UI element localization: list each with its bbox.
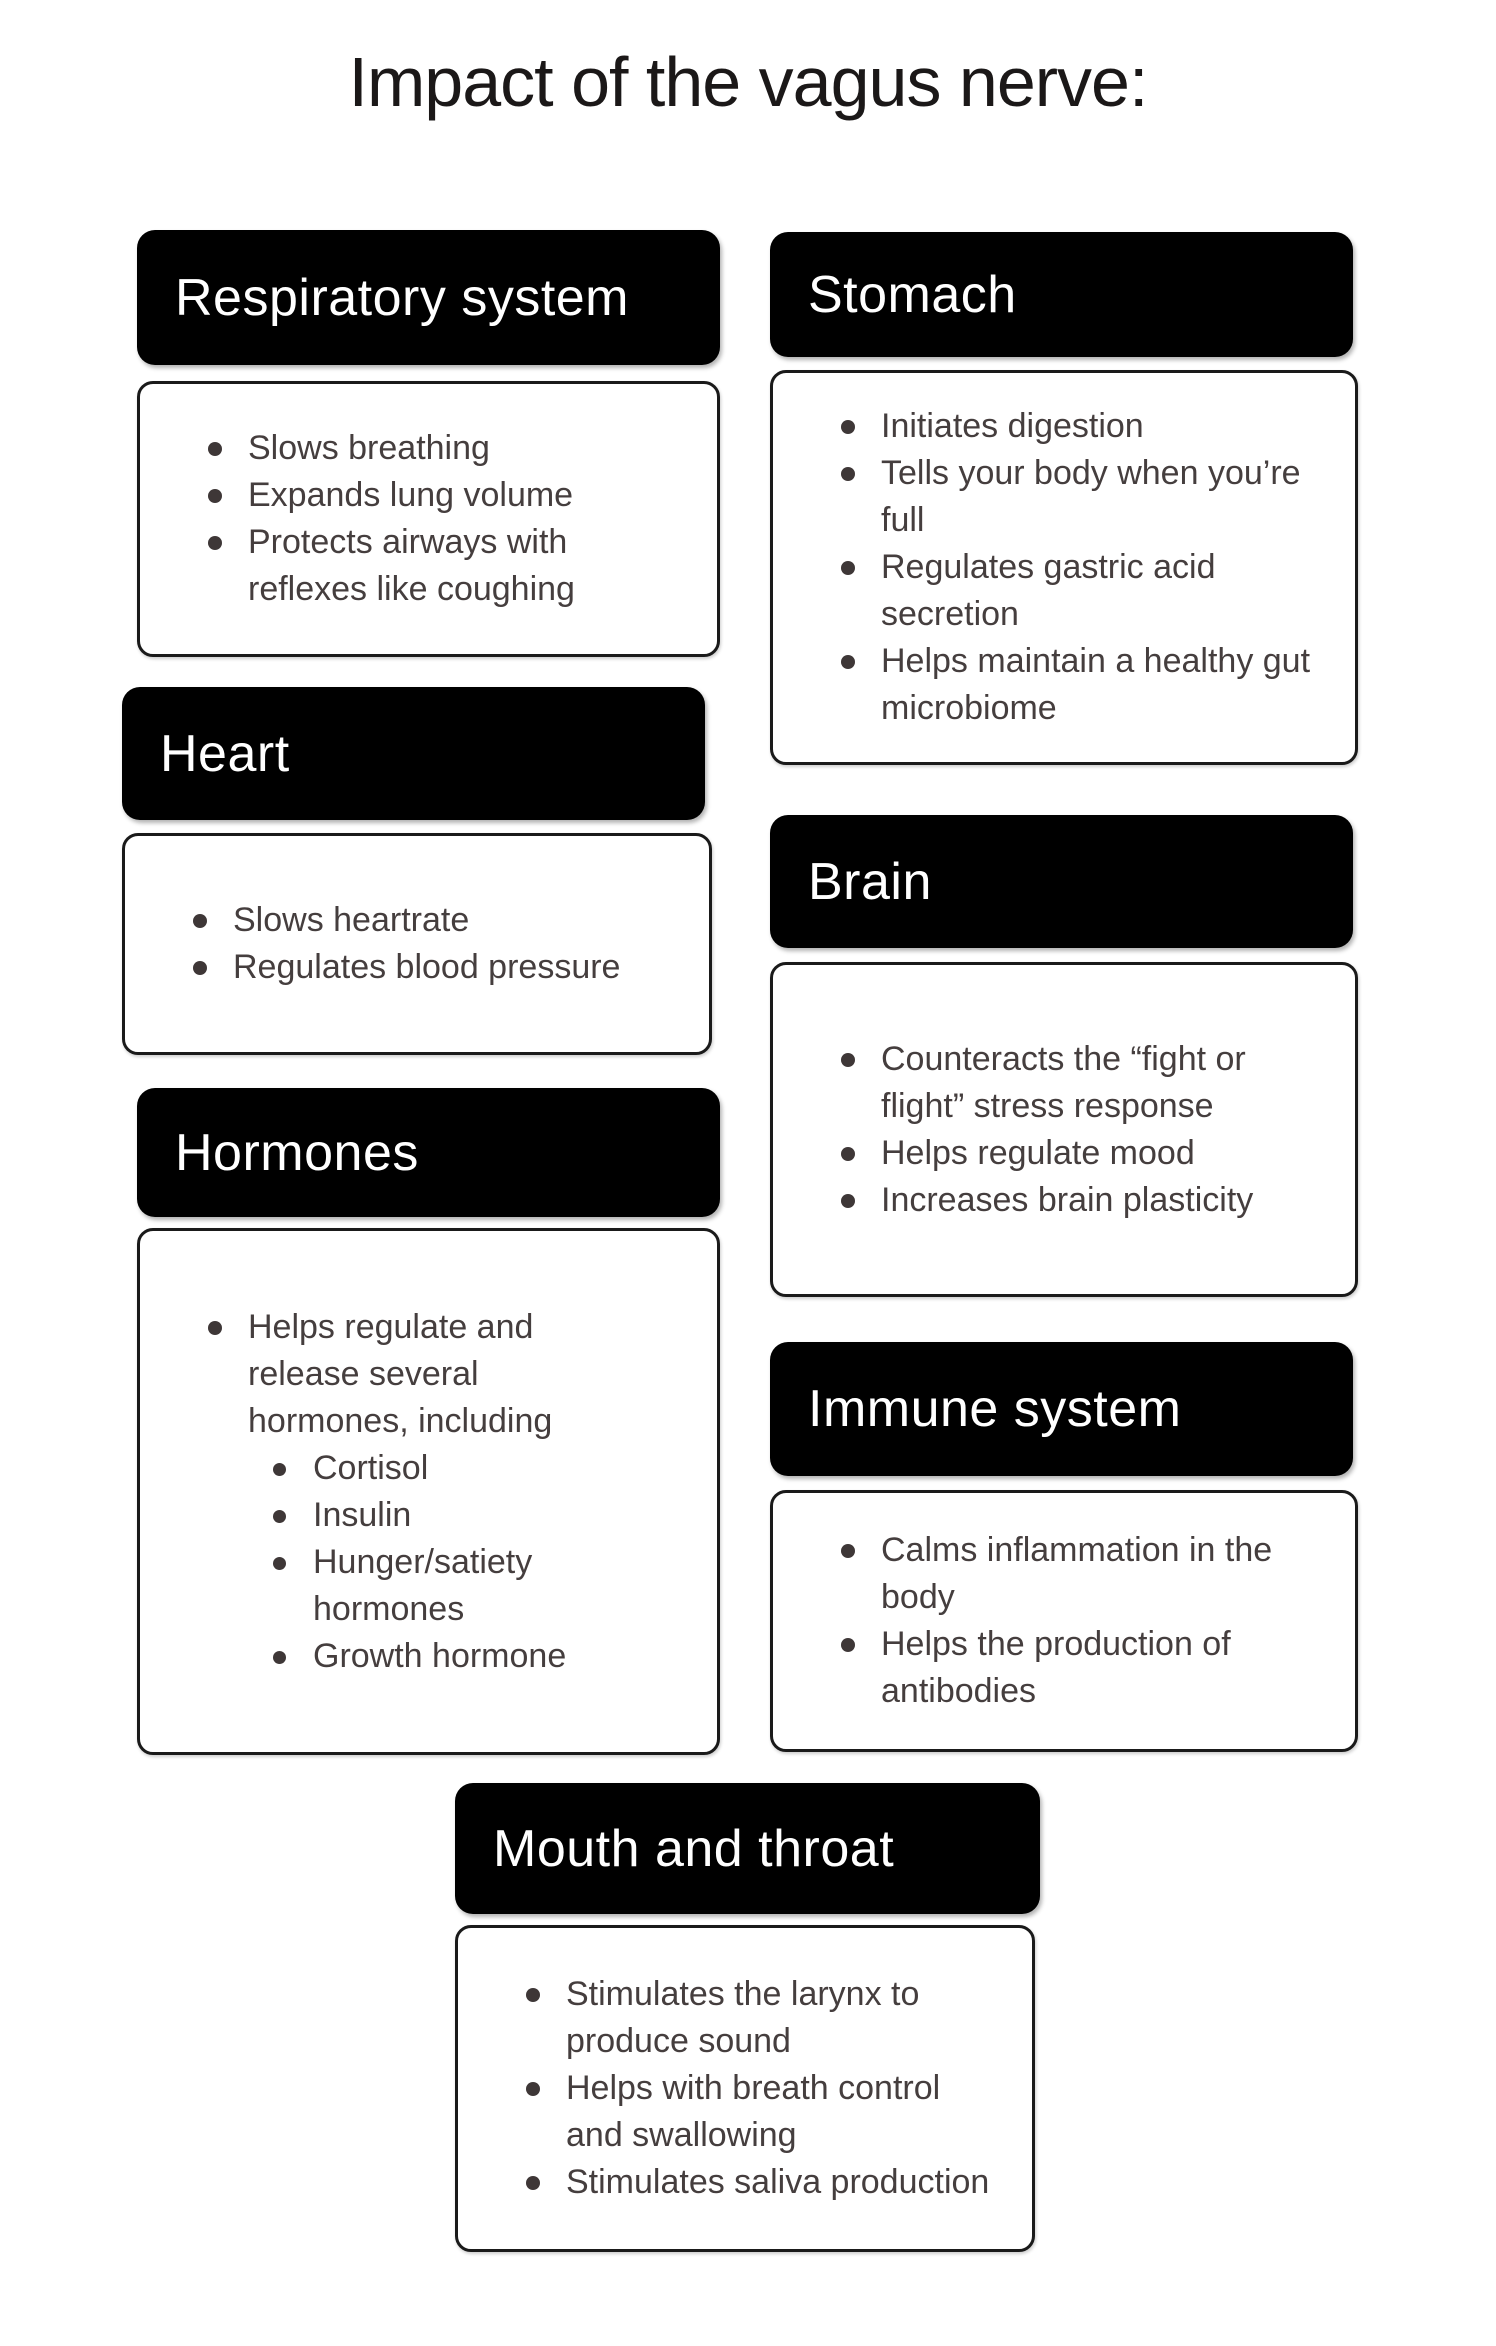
mouth-throat-bullet-3: Stimulates saliva production — [458, 2159, 1032, 2206]
bullet-dot — [193, 961, 207, 975]
bullet-dot — [208, 1321, 222, 1335]
immune-bullet-2: Helps the production of antibodies — [773, 1621, 1355, 1715]
stomach-bullet-4: Helps maintain a healthy gut microbiome — [773, 638, 1355, 732]
bullet-dot — [841, 420, 855, 434]
stomach-content-box — [770, 370, 1358, 765]
heart-bullet-1: Slows heartrate — [125, 897, 709, 944]
brain-content-box — [770, 962, 1358, 1297]
bullet-dot — [273, 1510, 286, 1523]
immune-bullet-list — [773, 1527, 1355, 1715]
brain-bullet-3: Increases brain plasticity — [773, 1177, 1355, 1224]
respiratory-bullet-2: Expands lung volume — [140, 472, 717, 519]
immune-content-box — [770, 1490, 1358, 1752]
mouth-throat-heading: Mouth and throat — [493, 1819, 895, 1878]
immune-bullet-1: Calms inflammation in the body — [773, 1527, 1355, 1621]
hormones-sub-bullet-2: Insulin — [140, 1492, 717, 1539]
hormones-header-box — [137, 1088, 720, 1217]
bullet-dot — [841, 655, 855, 669]
respiratory-content-box — [137, 381, 720, 657]
bullet-dot — [841, 1147, 855, 1161]
mouth-throat-bullet-2: Helps with breath control and swallowing — [458, 2065, 1032, 2159]
brain-bullet-list — [773, 1036, 1355, 1224]
brain-bullet-1: Counteracts the “fight or flight” stress response — [773, 1036, 1355, 1130]
mouth-throat-bullet-list — [458, 1971, 1032, 2206]
heart-content-box — [122, 833, 712, 1055]
respiratory-header-box — [137, 230, 720, 365]
respiratory-heading: Respiratory system — [175, 268, 629, 327]
stomach-bullet-3: Regulates gastric acid secretion — [773, 544, 1355, 638]
hormones-lead-bullet: Helps regulate and release several hormones, including — [140, 1304, 717, 1445]
heart-heading: Heart — [160, 724, 290, 783]
bullet-dot — [841, 1194, 855, 1208]
hormones-bullet-list — [140, 1304, 717, 1680]
hormones-content-box — [137, 1228, 720, 1755]
bullet-dot — [208, 489, 222, 503]
stomach-bullet-1: Initiates digestion — [773, 403, 1355, 450]
heart-header-box — [122, 687, 705, 820]
bullet-dot — [526, 2082, 540, 2096]
hormones-sub-bullet-3: Hunger/satiety hormones — [140, 1539, 717, 1633]
bullet-dot — [526, 2176, 540, 2190]
mouth-throat-header-box — [455, 1783, 1040, 1914]
bullet-dot — [273, 1463, 286, 1476]
bullet-dot — [526, 1988, 540, 2002]
stomach-bullet-2: Tells your body when you’re full — [773, 450, 1355, 544]
respiratory-bullet-1: Slows breathing — [140, 425, 717, 472]
hormones-sub-bullet-1: Cortisol — [140, 1445, 717, 1492]
bullet-dot — [273, 1557, 286, 1570]
mouth-throat-bullet-1: Stimulates the larynx to produce sound — [458, 1971, 1032, 2065]
brain-header-box — [770, 815, 1353, 948]
brain-bullet-2: Helps regulate mood — [773, 1130, 1355, 1177]
bullet-dot — [841, 1638, 855, 1652]
page-title: Impact of the vagus nerve: — [348, 43, 1148, 121]
bullet-dot — [841, 1053, 855, 1067]
bullet-dot — [208, 442, 222, 456]
bullet-dot — [841, 1544, 855, 1558]
heart-bullet-2: Regulates blood pressure — [125, 944, 709, 991]
bullet-dot — [193, 914, 207, 928]
stomach-bullet-list — [773, 403, 1355, 732]
bullet-dot — [841, 561, 855, 575]
bullet-dot — [841, 467, 855, 481]
stomach-heading: Stomach — [808, 265, 1017, 324]
bullet-dot — [273, 1651, 286, 1664]
heart-bullet-list — [125, 897, 709, 991]
respiratory-bullet-3: Protects airways with reflexes like coughing — [140, 519, 717, 613]
stomach-header-box — [770, 232, 1353, 357]
hormones-heading: Hormones — [175, 1123, 419, 1182]
brain-heading: Brain — [808, 852, 932, 911]
immune-heading: Immune system — [808, 1380, 1182, 1438]
mouth-throat-content-box — [455, 1925, 1035, 2252]
hormones-sub-bullet-4: Growth hormone — [140, 1633, 717, 1680]
immune-header-box — [770, 1342, 1353, 1476]
respiratory-bullet-list — [140, 425, 717, 613]
bullet-dot — [208, 536, 222, 550]
